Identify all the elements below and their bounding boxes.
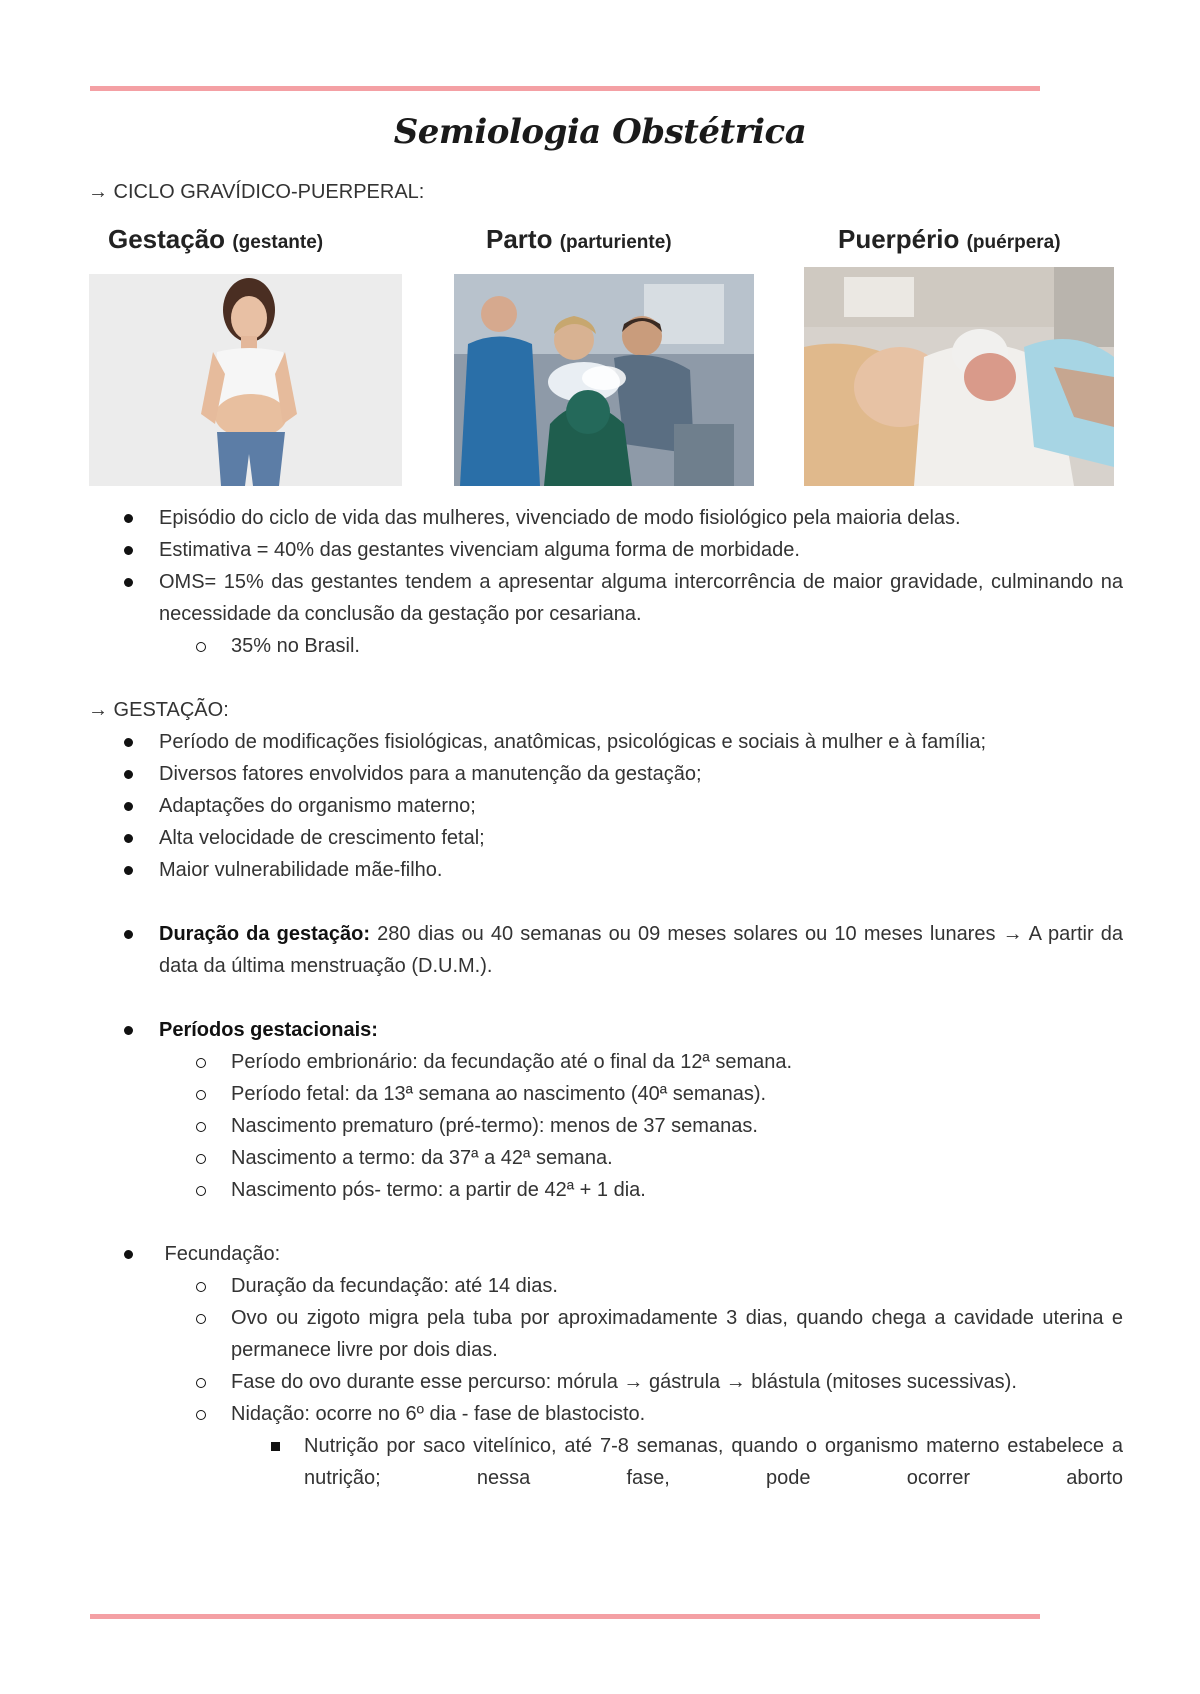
sub-list-item: Período embrionário: da fecundação até o final da 12ª semana. <box>88 1046 1123 1078</box>
sub-list-item: Fase do ovo durante esse percurso: mórula → gástrula → blástula (mitoses sucessivas). <box>88 1366 1123 1398</box>
list-item-periodos: Períodos gestacionais: <box>88 1014 1123 1046</box>
bullet-dot-icon <box>124 770 133 779</box>
sub-list-item: Duração da fecundação: até 14 dias. <box>88 1270 1123 1302</box>
bullet-dot-icon <box>124 546 133 555</box>
fecundacao-list <box>88 1238 1123 1494</box>
sub-list-item: Nidação: ocorre no 6º dia - fase de blastocisto. <box>88 1398 1123 1430</box>
bullet-circle-icon <box>196 1378 206 1388</box>
list-item: OMS= 15% das gestantes tendem a apresentar alguma intercorrência de maior gravidade, culminando na necessidade da conclusão da gestação por cesariana. <box>88 566 1123 630</box>
bullet-circle-icon <box>196 1282 206 1292</box>
list-item: Episódio do ciclo de vida das mulheres, vivenciado de modo fisiológico pela maioria delas. <box>88 502 1123 534</box>
bullet-circle-icon <box>196 1314 206 1324</box>
bullet-dot-icon <box>124 1026 133 1035</box>
bullet-dot-icon <box>124 578 133 587</box>
bullet-circle-icon <box>196 1186 206 1196</box>
duracao-list <box>88 918 1123 982</box>
list-item: Estimativa = 40% das gestantes vivenciam alguma forma de morbidade. <box>88 534 1123 566</box>
sub-list-item: Nascimento a termo: da 37ª a 42ª semana. <box>88 1142 1123 1174</box>
list-item: Adaptações do organismo materno; <box>88 790 1123 822</box>
bullet-circle-icon <box>196 1058 206 1068</box>
mother-newborn-photo <box>804 267 1114 486</box>
bullet-square-icon <box>271 1442 280 1451</box>
bullet-dot-icon <box>124 1250 133 1259</box>
bullet-circle-icon <box>196 1090 206 1100</box>
bullet-dot-icon <box>124 802 133 811</box>
nested-list-item: Nutrição por saco vitelínico, até 7-8 semanas, quando o organismo materno estabelece a nutrição; nessa fase, pode ocorrer aborto <box>88 1430 1123 1494</box>
gestacao-list <box>88 726 1123 886</box>
pregnant-woman-photo <box>89 274 402 486</box>
bullet-circle-icon <box>196 1122 206 1132</box>
bullet-dot-icon <box>124 866 133 875</box>
photo-label-gestacao: Gestação (gestante) <box>108 224 324 254</box>
list-item-duracao: Duração da gestação: 280 dias ou 40 semanas ou 09 meses solares ou 10 meses lunares → A partir da data da última menstruação (D.U.M.). <box>88 918 1123 982</box>
top-divider <box>90 86 1040 91</box>
bullet-dot-icon <box>124 834 133 843</box>
intro-list <box>88 502 1123 662</box>
bottom-divider <box>90 1614 1040 1619</box>
bullet-circle-icon <box>196 1154 206 1164</box>
bullet-dot-icon <box>124 514 133 523</box>
section-heading-ciclo: → CICLO GRAVÍDICO-PUERPERAL: <box>88 181 425 203</box>
bullet-circle-icon <box>196 642 206 652</box>
childbirth-photo <box>454 274 754 486</box>
list-item-fecundacao: Fecundação: <box>88 1238 1123 1270</box>
periodos-list <box>88 1014 1123 1206</box>
bullet-dot-icon <box>124 738 133 747</box>
sub-list-item: Ovo ou zigoto migra pela tuba por aproximadamente 3 dias, quando chega a cavidade uterina e permanece livre por dois dias. <box>88 1302 1123 1366</box>
list-item: Maior vulnerabilidade mãe-filho. <box>88 854 1123 886</box>
bullet-dot-icon <box>124 930 133 939</box>
section-heading-gestacao: → GESTAÇÃO: <box>88 699 229 721</box>
photo-label-puerperio: Puerpério (puérpera) <box>838 224 1061 254</box>
document-body <box>88 502 1123 1494</box>
page-title: Semiologia Obstétrica <box>393 112 807 152</box>
list-item: Alta velocidade de crescimento fetal; <box>88 822 1123 854</box>
sub-list-item: Nascimento prematuro (pré-termo): menos de 37 semanas. <box>88 1110 1123 1142</box>
sub-list-item: Nascimento pós- termo: a partir de 42ª + 1 dia. <box>88 1174 1123 1206</box>
photo-label-parto: Parto (parturiente) <box>486 224 672 254</box>
sub-list-item: 35% no Brasil. <box>88 630 1123 662</box>
list-item: Diversos fatores envolvidos para a manutenção da gestação; <box>88 758 1123 790</box>
sub-list-item: Período fetal: da 13ª semana ao nascimento (40ª semanas). <box>88 1078 1123 1110</box>
bullet-circle-icon <box>196 1410 206 1420</box>
list-item: Período de modificações fisiológicas, anatômicas, psicológicas e sociais à mulher e à família; <box>88 726 1123 758</box>
